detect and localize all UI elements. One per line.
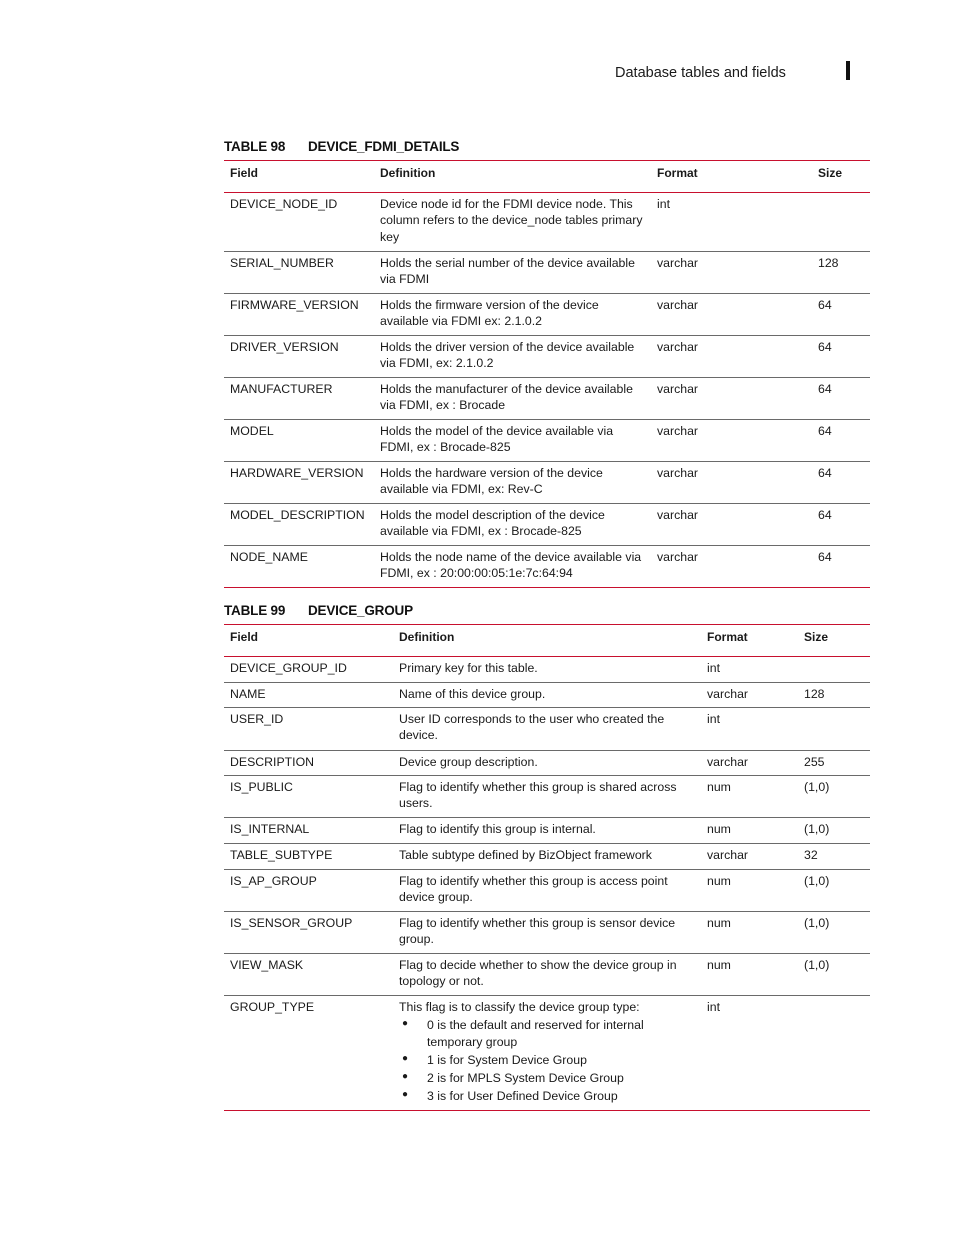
table98-caption (224, 139, 459, 154)
cell-format: varchar (707, 754, 749, 769)
cell-definition: Name of this device group. (399, 686, 546, 701)
cell-size (798, 707, 870, 750)
table-row (224, 293, 870, 335)
cell-definition: Primary key for this table. (399, 660, 538, 675)
list-item: ● 3 is for User Defined Device Group (427, 1088, 695, 1105)
cell-size: 255 (804, 754, 825, 769)
cell-size: 64 (818, 339, 832, 354)
cell-field: MODEL_DESCRIPTION (230, 507, 365, 522)
table-row (224, 911, 870, 953)
cell-format: num (707, 915, 731, 930)
page-header-title: Database tables and fields (615, 65, 786, 81)
table-row (224, 503, 870, 545)
cell-definition: Flag to identify this group is internal. (399, 821, 596, 836)
cell-size: 128 (818, 255, 839, 270)
cell-definition: Holds the model of the device available via FDMI, ex : Brocade-825 (380, 423, 614, 454)
table-row (224, 750, 870, 775)
table-row (224, 869, 870, 911)
cell-format: varchar (707, 686, 749, 701)
table99-header-row (224, 625, 870, 657)
table98-label: TABLE 98 (224, 139, 286, 154)
cell-field: VIEW_MASK (230, 957, 304, 972)
table-row (224, 335, 870, 377)
cell-field: IS_SENSOR_GROUP (230, 915, 353, 930)
table99-caption (224, 603, 413, 618)
cell-format: varchar (657, 549, 699, 564)
cell-format: num (707, 779, 731, 794)
cell-definition: Holds the manufacturer of the device available via FDMI, ex : Brocade (380, 381, 633, 412)
cell-size: 64 (818, 465, 832, 480)
table98-col-definition: Definition (380, 166, 436, 180)
list-item: ● 2 is for MPLS System Device Group (427, 1070, 695, 1087)
cell-definition: Flag to decide whether to show the device group in topology or not. (399, 957, 677, 988)
table-row (224, 419, 870, 461)
table98-name: DEVICE_FDMI_DETAILS (308, 139, 460, 154)
table99-col-definition: Definition (399, 630, 455, 644)
cell-format: varchar (657, 507, 699, 522)
cell-field: DEVICE_NODE_ID (230, 196, 338, 211)
cell-size: 64 (818, 381, 832, 396)
table-row (224, 461, 870, 503)
table-row (224, 707, 870, 750)
cell-field: IS_INTERNAL (230, 821, 310, 836)
table-row (224, 192, 870, 251)
cell-format: varchar (657, 381, 699, 396)
cell-format: varchar (657, 255, 699, 270)
cell-definition: Holds the hardware version of the device available via FDMI, ex: Rev-C (380, 465, 603, 496)
cell-format: varchar (657, 465, 699, 480)
cell-format: int (657, 196, 670, 211)
table-row (224, 656, 870, 682)
cell-field: USER_ID (230, 711, 284, 726)
cell-definition: Table subtype defined by BizObject framework (399, 847, 652, 862)
table98-body (224, 192, 870, 587)
cell-field: HARDWARE_VERSION (230, 465, 364, 480)
table99-col-format: Format (707, 630, 748, 644)
table-row (224, 995, 870, 1110)
cell-field: FIRMWARE_VERSION (230, 297, 359, 312)
cell-size: 64 (818, 549, 832, 564)
cell-definition: Holds the firmware version of the device available via FDMI ex: 2.1.0.2 (380, 297, 599, 328)
header-marker-bar (846, 61, 850, 80)
table99-label: TABLE 99 (224, 603, 286, 618)
cell-format: num (707, 957, 731, 972)
cell-field: MANUFACTURER (230, 381, 333, 396)
table98 (224, 160, 870, 588)
table-row (224, 545, 870, 587)
table-row (224, 251, 870, 293)
cell-field: SERIAL_NUMBER (230, 255, 334, 270)
cell-field: GROUP_TYPE (230, 999, 315, 1014)
table98-col-size: Size (818, 166, 843, 180)
cell-format: int (707, 711, 720, 726)
cell-format: num (707, 821, 731, 836)
list-item: ● 1 is for System Device Group (427, 1052, 695, 1069)
cell-format: int (707, 660, 720, 675)
table99-col-field: Field (230, 630, 259, 644)
list-item: ● 0 is the default and reserved for internal temporary group (427, 1017, 695, 1050)
cell-format: varchar (707, 847, 749, 862)
cell-field: DESCRIPTION (230, 754, 315, 769)
cell-definition: Flag to identify whether this group is shared across users. (399, 779, 677, 810)
table98-col-format: Format (657, 166, 698, 180)
cell-format: varchar (657, 423, 699, 438)
table-row (224, 682, 870, 707)
cell-format: int (707, 999, 720, 1014)
cell-definition: Flag to identify whether this group is access point device group. (399, 873, 668, 904)
table-row (224, 817, 870, 843)
cell-definition: Holds the node name of the device available via FDMI, ex : 20:00:00:05:1e:7c:64:94 (380, 549, 642, 580)
cell-definition (393, 995, 701, 1110)
table-row (224, 843, 870, 869)
table-row (224, 775, 870, 817)
cell-size (798, 995, 870, 1110)
cell-size: (1,0) (804, 821, 830, 836)
cell-field: DEVICE_GROUP_ID (230, 660, 347, 675)
cell-field: DRIVER_VERSION (230, 339, 339, 354)
definition-bullet-list (399, 1017, 695, 1110)
cell-size: (1,0) (804, 873, 830, 888)
table99-body (224, 656, 870, 1110)
cell-definition: Device group description. (399, 754, 538, 769)
cell-size: (1,0) (804, 957, 830, 972)
definition-intro: This flag is to classify the device group type: (399, 999, 640, 1014)
cell-definition: Holds the serial number of the device available via FDMI (380, 255, 635, 286)
table98-header-row (224, 161, 870, 193)
cell-size: 64 (818, 423, 832, 438)
cell-size (798, 656, 870, 682)
cell-field: IS_PUBLIC (230, 779, 293, 794)
cell-format: num (707, 873, 731, 888)
cell-definition: Holds the model description of the device available via FDMI, ex : Brocade-825 (380, 507, 605, 538)
cell-size (812, 192, 870, 251)
table99-name: DEVICE_GROUP (308, 603, 413, 618)
cell-size: 64 (818, 297, 832, 312)
cell-definition: User ID corresponds to the user who created the device. (399, 711, 665, 742)
cell-size: 64 (818, 507, 832, 522)
cell-size: 32 (804, 847, 818, 862)
table99 (224, 624, 870, 1111)
cell-size: (1,0) (804, 915, 830, 930)
table99-col-size: Size (804, 630, 829, 644)
table98-col-field: Field (230, 166, 259, 180)
cell-size: 128 (804, 686, 825, 701)
cell-format: varchar (657, 339, 699, 354)
cell-field: MODEL (230, 423, 274, 438)
cell-definition: Holds the driver version of the device available via FDMI, ex: 2.1.0.2 (380, 339, 635, 370)
table-row (224, 377, 870, 419)
cell-field: TABLE_SUBTYPE (230, 847, 333, 862)
cell-field: NAME (230, 686, 266, 701)
cell-definition: Device node id for the FDMI device node. This column refers to the device_node tables primary key (380, 196, 643, 244)
cell-format: varchar (657, 297, 699, 312)
table-row (224, 953, 870, 995)
cell-definition: Flag to identify whether this group is sensor device group. (399, 915, 676, 946)
cell-size: (1,0) (804, 779, 830, 794)
cell-field: IS_AP_GROUP (230, 873, 317, 888)
cell-field: NODE_NAME (230, 549, 308, 564)
